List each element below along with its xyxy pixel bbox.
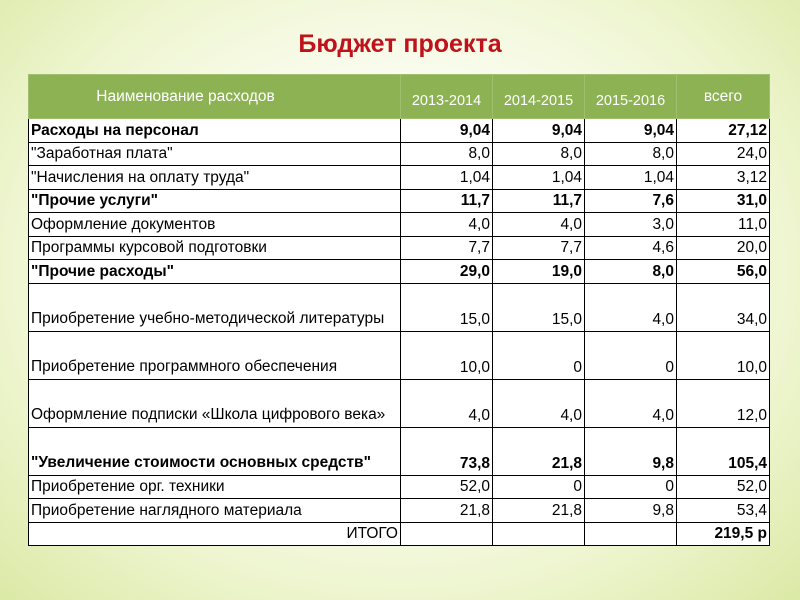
cell-total: 53,4 bbox=[677, 499, 770, 523]
cell-2013-2014: 21,8 bbox=[401, 499, 493, 523]
cell-2015-2016: 1,04 bbox=[585, 166, 677, 190]
cell-2013-2014: 73,8 bbox=[401, 427, 493, 475]
empty-cell bbox=[585, 522, 677, 546]
cell-2015-2016: 7,6 bbox=[585, 189, 677, 213]
cell-2015-2016: 4,0 bbox=[585, 283, 677, 331]
header-year-2013-2014: 2013-2014 bbox=[401, 75, 493, 119]
cell-2013-2014: 52,0 bbox=[401, 475, 493, 499]
cell-2015-2016: 0 bbox=[585, 331, 677, 379]
row-label: Оформление документов bbox=[29, 213, 401, 237]
cell-total: 11,0 bbox=[677, 213, 770, 237]
row-label: Приобретение наглядного материала bbox=[29, 499, 401, 523]
cell-total: 27,12 bbox=[677, 119, 770, 143]
cell-2013-2014: 9,04 bbox=[401, 119, 493, 143]
budget-table bbox=[28, 74, 770, 546]
cell-2014-2015: 7,7 bbox=[493, 236, 585, 260]
table-row bbox=[29, 189, 770, 213]
cell-2014-2015: 9,04 bbox=[493, 119, 585, 143]
cell-total: 31,0 bbox=[677, 189, 770, 213]
cell-2014-2015: 21,8 bbox=[493, 427, 585, 475]
cell-total: 20,0 bbox=[677, 236, 770, 260]
row-label: "Начисления на оплату труда" bbox=[29, 166, 401, 190]
cell-2014-2015: 0 bbox=[493, 475, 585, 499]
page-title: Бюджет проекта bbox=[298, 30, 502, 58]
cell-2015-2016: 8,0 bbox=[585, 142, 677, 166]
empty-cell bbox=[493, 522, 585, 546]
cell-2013-2014: 7,7 bbox=[401, 236, 493, 260]
cell-2014-2015: 4,0 bbox=[493, 213, 585, 237]
table-row bbox=[29, 260, 770, 284]
row-label: "Увеличение стоимости основных средств" bbox=[29, 427, 401, 475]
cell-2013-2014: 29,0 bbox=[401, 260, 493, 284]
empty-cell bbox=[401, 522, 493, 546]
row-label: Программы курсовой подготовки bbox=[29, 236, 401, 260]
cell-2015-2016: 9,8 bbox=[585, 499, 677, 523]
cell-2014-2015: 11,7 bbox=[493, 189, 585, 213]
cell-2015-2016: 4,6 bbox=[585, 236, 677, 260]
cell-2013-2014: 10,0 bbox=[401, 331, 493, 379]
cell-2013-2014: 1,04 bbox=[401, 166, 493, 190]
table-row bbox=[29, 283, 770, 331]
cell-total: 52,0 bbox=[677, 475, 770, 499]
cell-2015-2016: 9,8 bbox=[585, 427, 677, 475]
total-row bbox=[29, 522, 770, 546]
table-row bbox=[29, 427, 770, 475]
cell-2015-2016: 8,0 bbox=[585, 260, 677, 284]
table-row bbox=[29, 379, 770, 427]
cell-2013-2014: 15,0 bbox=[401, 283, 493, 331]
cell-total: 24,0 bbox=[677, 142, 770, 166]
row-label: Расходы на персонал bbox=[29, 119, 401, 143]
cell-total: 105,4 bbox=[677, 427, 770, 475]
table-header-row bbox=[29, 75, 770, 119]
header-year-2015-2016: 2015-2016 bbox=[585, 75, 677, 119]
cell-2013-2014: 8,0 bbox=[401, 142, 493, 166]
table-row bbox=[29, 119, 770, 143]
row-label: Приобретение учебно-методической литературы bbox=[29, 283, 401, 331]
cell-total: 34,0 bbox=[677, 283, 770, 331]
row-label: Оформление подписки «Школа цифрового века» bbox=[29, 379, 401, 427]
cell-2013-2014: 4,0 bbox=[401, 379, 493, 427]
cell-2014-2015: 19,0 bbox=[493, 260, 585, 284]
grand-total: 219,5 р bbox=[677, 522, 770, 546]
cell-total: 10,0 bbox=[677, 331, 770, 379]
header-expense-name: Наименование расходов bbox=[29, 75, 401, 119]
table-row bbox=[29, 236, 770, 260]
cell-2015-2016: 0 bbox=[585, 475, 677, 499]
cell-total: 12,0 bbox=[677, 379, 770, 427]
table-row bbox=[29, 331, 770, 379]
total-label: ИТОГО bbox=[29, 522, 401, 546]
cell-2013-2014: 4,0 bbox=[401, 213, 493, 237]
cell-2015-2016: 3,0 bbox=[585, 213, 677, 237]
cell-total: 3,12 bbox=[677, 166, 770, 190]
row-label: Приобретение орг. техники bbox=[29, 475, 401, 499]
cell-2015-2016: 4,0 bbox=[585, 379, 677, 427]
cell-2014-2015: 21,8 bbox=[493, 499, 585, 523]
table-row bbox=[29, 213, 770, 237]
table-row bbox=[29, 142, 770, 166]
cell-2013-2014: 11,7 bbox=[401, 189, 493, 213]
header-year-2014-2015: 2014-2015 bbox=[493, 75, 585, 119]
cell-2015-2016: 9,04 bbox=[585, 119, 677, 143]
cell-2014-2015: 15,0 bbox=[493, 283, 585, 331]
row-label: "Прочие услуги" bbox=[29, 189, 401, 213]
header-total: всего bbox=[677, 75, 770, 119]
table-row bbox=[29, 475, 770, 499]
table-row bbox=[29, 166, 770, 190]
row-label: Приобретение программного обеспечения bbox=[29, 331, 401, 379]
table-row bbox=[29, 499, 770, 523]
cell-total: 56,0 bbox=[677, 260, 770, 284]
cell-2014-2015: 8,0 bbox=[493, 142, 585, 166]
row-label: "Заработная плата" bbox=[29, 142, 401, 166]
cell-2014-2015: 0 bbox=[493, 331, 585, 379]
cell-2014-2015: 1,04 bbox=[493, 166, 585, 190]
cell-2014-2015: 4,0 bbox=[493, 379, 585, 427]
row-label: "Прочие расходы" bbox=[29, 260, 401, 284]
